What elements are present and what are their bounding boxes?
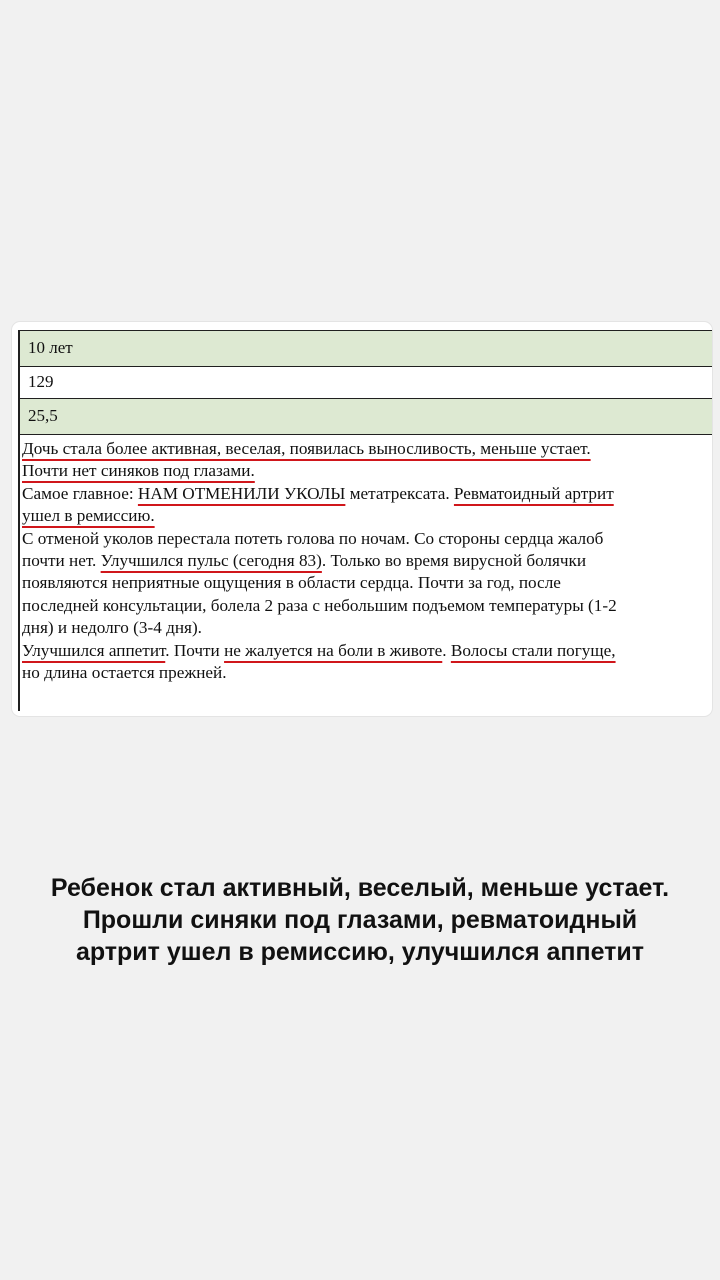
notes-text: . Только во время вирусной болячки: [321, 551, 587, 571]
highlight-underline: НАМ ОТМЕНИЛИ УКОЛЫ: [137, 483, 346, 503]
table-row-age: 10 лет: [20, 331, 712, 367]
table-row-weight: 25,5: [20, 399, 712, 435]
notes-line: [22, 528, 708, 550]
notes-line: [22, 662, 708, 684]
notes-text: но длина остается прежней.: [22, 663, 227, 683]
notes-line: [22, 505, 708, 527]
highlight-underline: Улучшился пульс (сегодня 83): [100, 551, 322, 571]
notes-text: Самое главное:: [22, 483, 138, 503]
notes-line: [22, 640, 708, 662]
notes-text: .: [442, 640, 451, 660]
highlight-underline: Волосы стали погуще,: [450, 640, 616, 660]
highlight-underline: ушел в ремиссию.: [22, 506, 155, 526]
story-caption: [0, 872, 720, 968]
caption-line: Ребенок стал активный, веселый, меньше устает.: [50, 874, 670, 902]
notes-line: [22, 438, 708, 460]
notes-text: дня) и недолго (3-4 дня).: [22, 618, 202, 638]
notes-line: [22, 550, 708, 572]
notes-line: [22, 572, 708, 594]
highlight-underline: не жалуется на боли в животе: [224, 640, 443, 660]
highlight-underline: Дочь стала более активная, веселая, появилась выносливость, меньше устает.: [22, 439, 591, 458]
document-table: [18, 330, 712, 711]
notes-text: С отменой уколов перестала потеть голова по ночам. Со стороны сердца жалоб: [22, 528, 604, 548]
table-row-notes: [20, 435, 712, 711]
notes-text: последней консультации, болела 2 раза с небольшим подъемом температуры (1-2: [22, 595, 617, 615]
notes-line: [22, 595, 708, 617]
notes-text: появляются неприятные ощущения в области сердца. Почти за год, после: [22, 573, 561, 593]
notes-text: метатрексата.: [345, 483, 454, 503]
notes-text: почти нет.: [22, 551, 101, 571]
highlight-underline: Улучшился аппетит: [22, 640, 166, 660]
caption-line: Прошли синяки под глазами, ревматоидный: [82, 906, 638, 934]
notes-line: [22, 483, 708, 505]
notes-line: [22, 460, 708, 482]
highlight-underline: Ревматоидный артрит: [453, 483, 614, 503]
notes-line: [22, 617, 708, 639]
notes-text: . Почти: [165, 640, 225, 660]
document-screenshot: [12, 322, 712, 716]
table-row-pulse: 129: [20, 367, 712, 399]
caption-line: артрит ушел в ремиссию, улучшился аппетит: [75, 938, 645, 966]
highlight-underline: Почти нет синяков под глазами.: [22, 461, 255, 481]
